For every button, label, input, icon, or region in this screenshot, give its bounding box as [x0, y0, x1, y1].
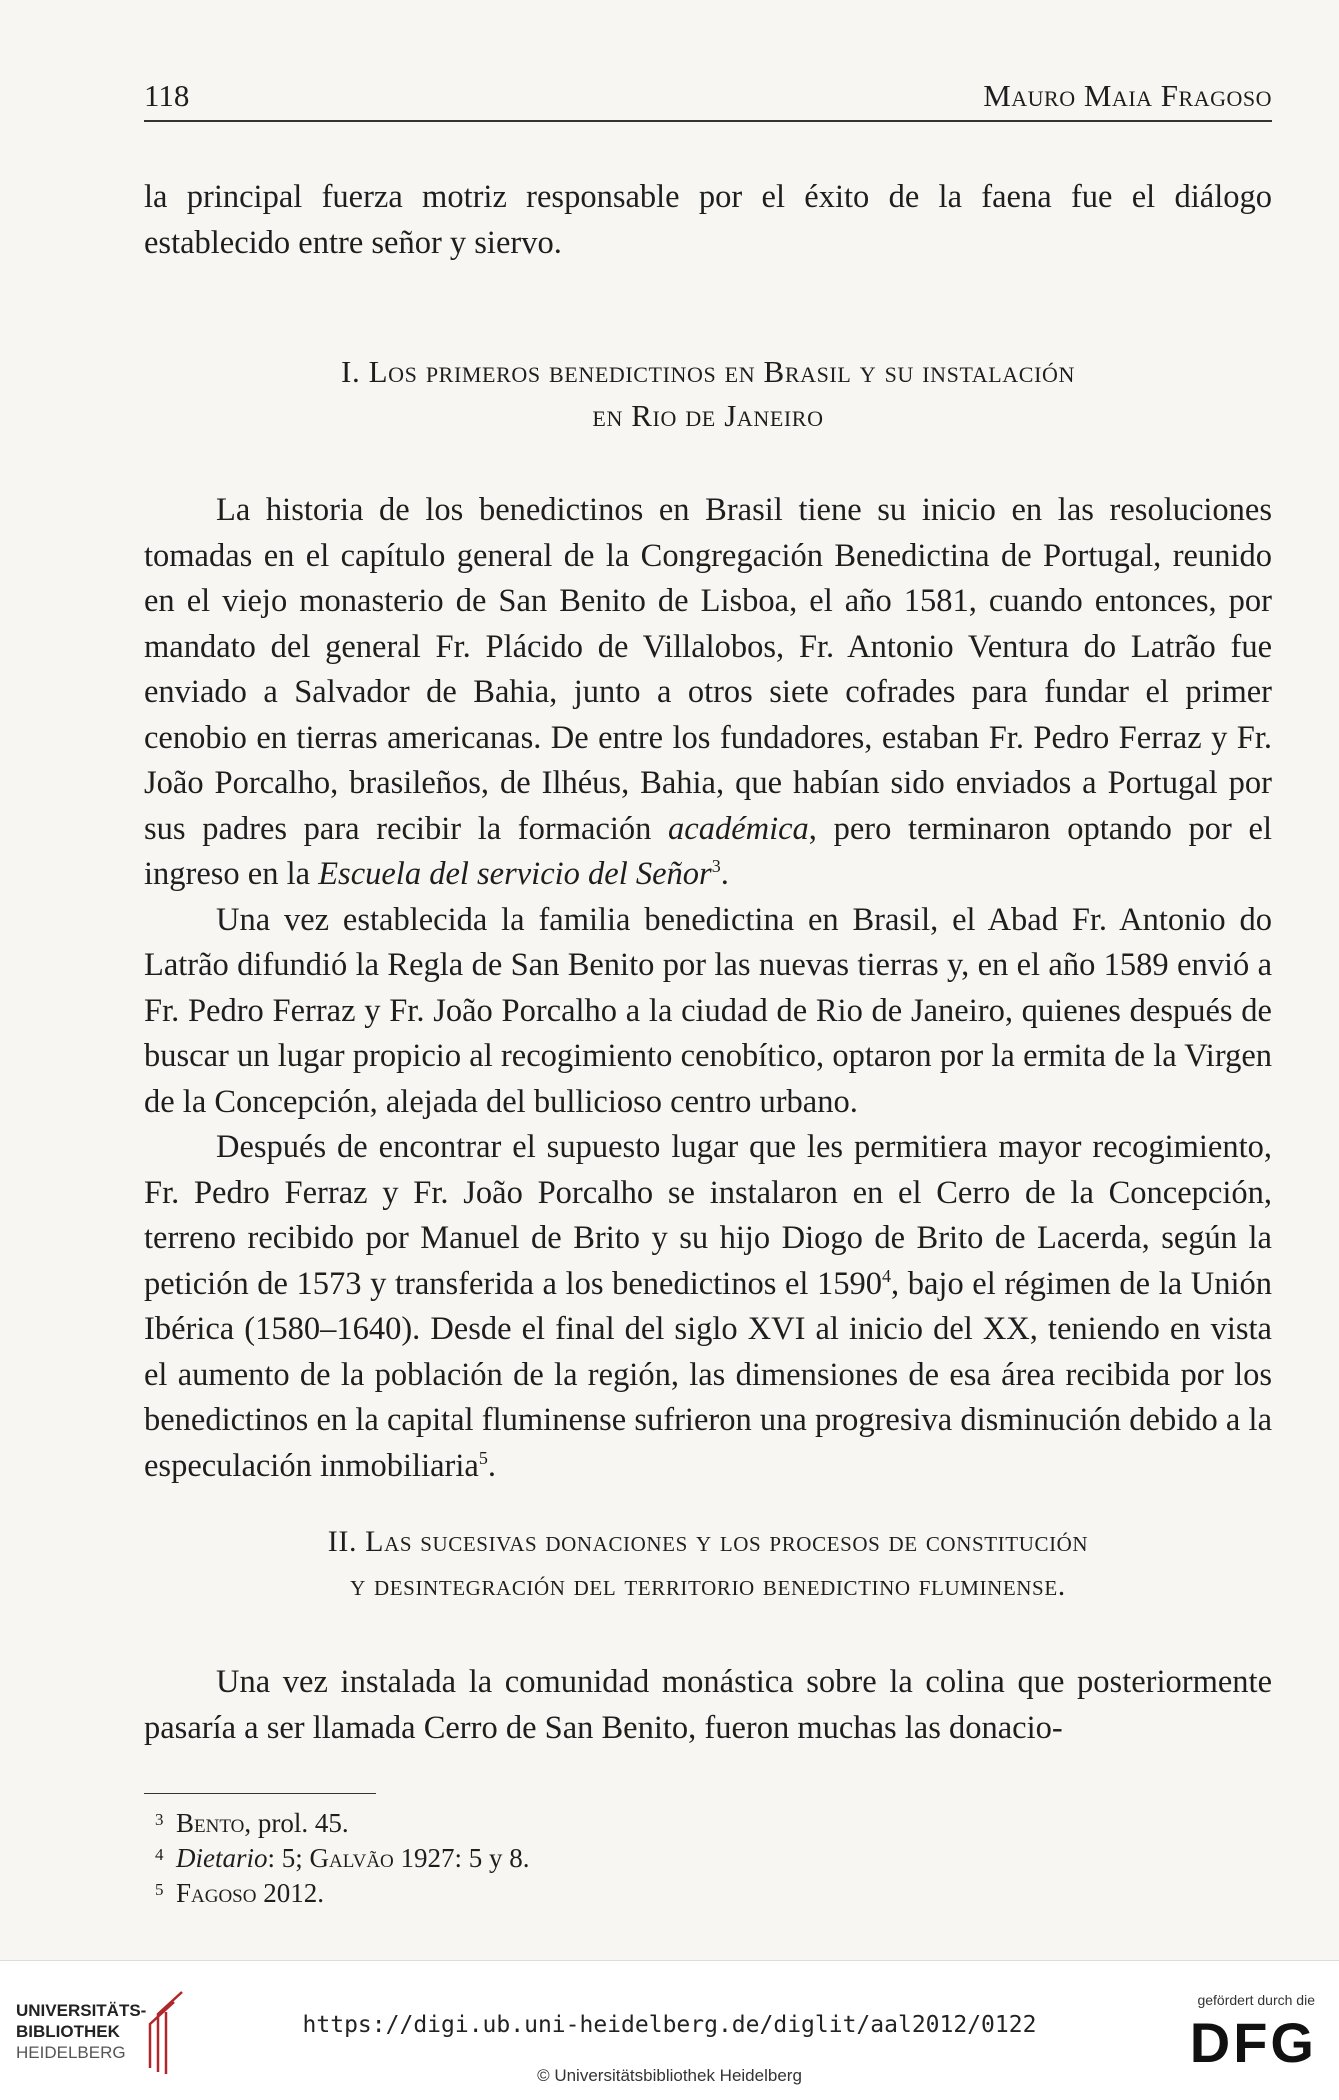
section-1-body — [144, 488, 1272, 1489]
library-name-line3: HEIDELBERG — [16, 2043, 126, 2062]
footnote-4 — [155, 1841, 530, 1876]
section-2-heading — [144, 1520, 1272, 1608]
footnote-number: 3 — [155, 1810, 164, 1829]
section-2-heading-line1: II. Las sucesivas donaciones y los procesos de constitución — [327, 1525, 1089, 1558]
section-2-body — [144, 1660, 1272, 1751]
section-1-heading-line1: I. Los primeros benedictinos en Brasil y su instalación — [341, 354, 1075, 389]
paragraph-1-end: . — [720, 856, 729, 892]
footnote-number: 4 — [155, 1845, 164, 1864]
paragraph-2: Una vez establecida la familia benedictina en Brasil, el Abad Fr. Antonio do Latrão difundió la Regla de San Benito por las nuevas tierras y, en el año 1589 envió a Fr. Pedro Ferraz y Fr. João Porcalho a la ciudad de Rio de Janeiro, quienes después de buscar un lugar propicio al recogimiento cenobítico, optaron por la ermita de la Virgen de la Concepción, alejada del bullicioso centro urbano. — [144, 901, 1272, 1120]
paragraph-3 — [144, 1125, 1272, 1489]
dfg-logo[interactable]: DFG — [1189, 2011, 1317, 2074]
paragraph-1-italic-b: Escuela del servicio del Señor — [318, 856, 712, 892]
paragraph-1-text-b: , pero terminaron optando por el ingreso en la — [144, 810, 1272, 892]
section-2-paragraph: Una vez instalada la comunidad monástica sobre la colina que posteriormente pasaría a ser llamada Cerro de San Benito, fueron muchas las donacio- — [144, 1664, 1272, 1746]
footnote-ref-4: 4 — [882, 1265, 892, 1286]
section-1-heading — [144, 350, 1272, 438]
copyright-notice: © Universitätsbibliothek Heidelberg — [537, 2066, 802, 2085]
footnote-3 — [155, 1806, 530, 1841]
funding-note: gefördert durch die — [1197, 1992, 1315, 2008]
footnote-text: , prol. 45. — [244, 1808, 349, 1838]
footnote-ref-3: 3 — [711, 856, 721, 877]
footnote-author: Fagoso — [176, 1878, 257, 1908]
paragraph-1-italic-a: académica — [668, 810, 809, 847]
footnote-text: 2012. — [256, 1878, 324, 1908]
permalink-url[interactable]: https://digi.ub.uni-heidelberg.de/diglit/aal2012/0122 — [302, 2012, 1037, 2038]
footnote-rule — [144, 1793, 376, 1794]
intro-text — [144, 175, 1272, 266]
intro-paragraph: la principal fuerza motriz responsable por el éxito de la faena fue el diálogo establecido entre señor y siervo. — [144, 179, 1272, 261]
running-header — [144, 78, 1272, 122]
footnote-author: Bento — [176, 1808, 245, 1838]
page-number: 118 — [144, 78, 190, 113]
footnote-ref-5: 5 — [478, 1447, 488, 1468]
footnote-5 — [155, 1876, 530, 1911]
running-author: Mauro Maia Fragoso — [983, 78, 1272, 113]
footnote-text: : 5; — [267, 1843, 310, 1873]
paragraph-1 — [144, 488, 1272, 898]
footnote-number: 5 — [155, 1880, 164, 1899]
footnote-text-2: 1927: 5 y 8. — [393, 1843, 530, 1873]
paragraph-3-text-a: Después de encontrar el supuesto lugar que les permitiera mayor recogimiento, Fr. Pedro Ferraz y Fr. João Porcalho se instalaron en el Cerro de la Concepción, terreno recibido por Manuel de Brito y su hijo Diogo de Brito de Lacerda, según la petición de 1573 y transferida a los benedictinos el 1590 — [144, 1129, 1272, 1302]
footnote-author: Dietario — [176, 1843, 268, 1873]
section-1-heading-line2: en Rio de Janeiro — [592, 398, 824, 433]
footnote-author-2: Galvão — [309, 1843, 394, 1873]
paragraph-1-text-a: La historia de los benedictinos en Brasil tiene su inicio en las resoluciones tomadas en el capítulo general de la Congregación Benedictina de Portugal, reunido en el viejo monasterio de San Benito de Lisboa, el año 1581, cuando entonces, por mandato del general Fr. Plácido de Villalobos, Fr. Antonio Ventura do Latrão fue enviado a Salvador de Bahia, junto a otros siete cofrades para fundar el primer cenobio en tierras americanas. De entre los fundadores, estaban Fr. Pedro Ferraz y Fr. João Porcalho, brasileños, de Ilhéus, Bahia, que habían sido enviados a Portugal por sus padres para recibir la formación — [144, 492, 1272, 847]
footnotes — [155, 1806, 530, 1911]
paragraph-3-end: . — [487, 1447, 496, 1484]
paragraph-3-text-b: , bajo el régimen de la Unión Ibérica (1580–1640). Desde el final del siglo XVI al inicio del XX, teniendo en vista el aumento de la población de la región, las dimensiones de esa área recibida por los benedictinos en la capital fluminense sufrieron una progresiva disminución debido a la especulación inmobiliaria — [144, 1265, 1272, 1484]
library-name-line1: UNIVERSITÄTS- — [16, 2001, 147, 2020]
library-name-line2: BIBLIOTHEK — [16, 2022, 120, 2041]
section-2-heading-line2: y desintegración del territorio benedictino fluminense. — [350, 1569, 1066, 1602]
